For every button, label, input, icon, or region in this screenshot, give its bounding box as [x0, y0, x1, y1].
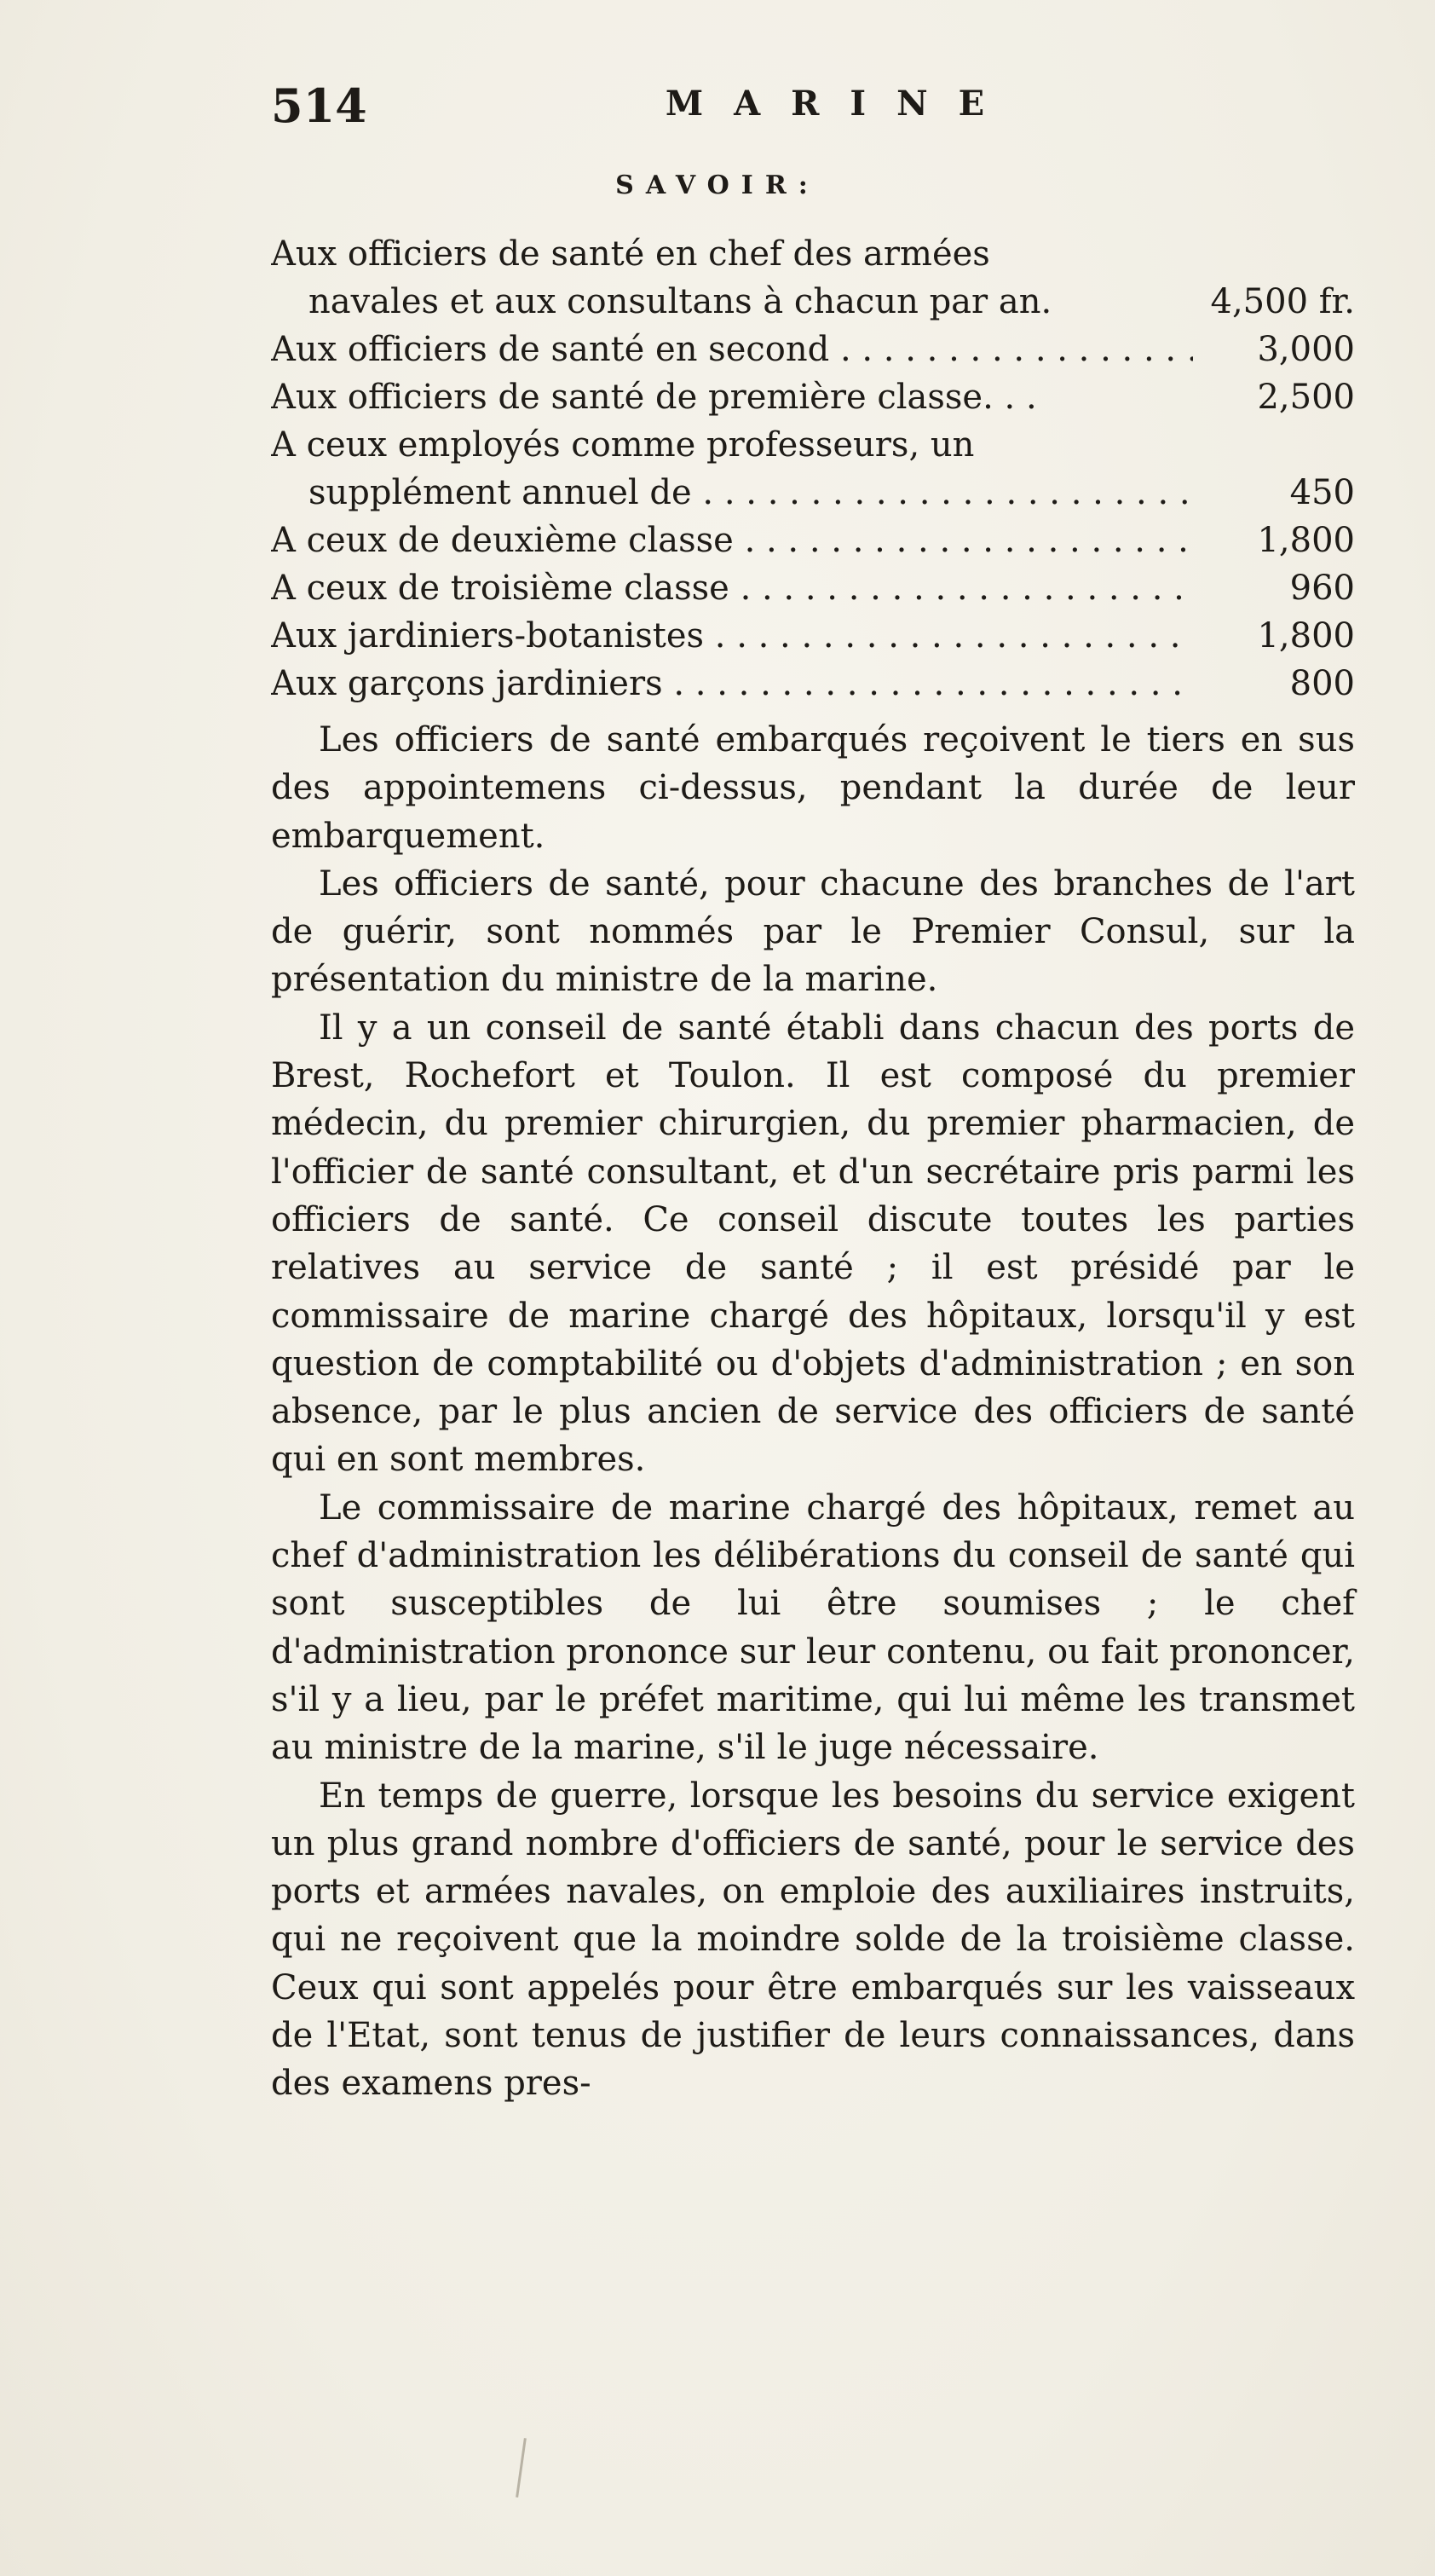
- salary-row: [271, 612, 1355, 660]
- section-subhead: SAVOIR:: [615, 170, 820, 200]
- page-header: [271, 78, 1384, 147]
- salary-value: 2,500: [1257, 378, 1355, 417]
- page-number: 514: [271, 78, 367, 133]
- salary-value: 800: [1289, 664, 1355, 703]
- paragraph: Les officiers de santé, pour chacune des branches de l'art de guérir, sont nommés par le Premier Consul, sur la présentation du ministre de la marine.: [271, 863, 1355, 1000]
- salary-label: Aux officiers de santé en chef des armées: [271, 234, 990, 274]
- salary-label: Aux officiers de santé de première classe. . .: [271, 378, 1037, 417]
- salary-value: 450: [1289, 473, 1355, 512]
- salary-value: 960: [1289, 569, 1355, 608]
- salary-row: [271, 278, 1355, 326]
- paragraph: Le commissaire de marine chargé des hôpitaux, remet au chef d'administration les délibérations du conseil de santé qui sont susceptibles de lui être soumises ; le chef d'administration prononce sur leur contenu, ou fait prononcer, s'il y a lieu, par le préfet maritime, qui lui même les transmet au ministre de la marine, s'il le juge nécessaire.: [271, 1487, 1355, 1768]
- salary-row: [271, 660, 1355, 708]
- salary-label: A ceux de deuxième classe . . .: [271, 517, 1193, 564]
- salary-value: 3,000: [1257, 330, 1355, 369]
- salary-row: [271, 517, 1355, 564]
- salary-label: navales et aux consultans à chacun par an.: [308, 282, 1052, 321]
- salary-label: Aux officiers de santé en second . . .: [271, 326, 1193, 373]
- salary-table: [271, 230, 1355, 708]
- salary-label: A ceux de troisième classe . . .: [271, 564, 1193, 612]
- salary-value: 1,800: [1257, 616, 1355, 656]
- salary-label: A ceux employés comme professeurs, un: [271, 425, 975, 465]
- page-mark: [516, 2438, 527, 2498]
- salary-label: Aux jardiniers-botanistes . . .: [271, 612, 1193, 660]
- running-head: MARINE: [665, 84, 1016, 124]
- salary-label: Aux garçons jardiniers . . .: [271, 660, 1193, 708]
- paragraph: Il y a un conseil de santé établi dans chacun des ports de Brest, Rochefort et Toulon. Il est composé du premier médecin, du premier chirurgien, du premier pharmacien, de l'officier de santé consultant, et d'un secrétaire pris parmi les officiers de santé. Ce conseil discute toutes les parties relatives au service de santé ; il est présidé par le commissaire de marine chargé des hôpitaux, lorsqu'il y est question de comptabilité ou d'objets d'administration ; en son absence, par le plus ancien de service des officiers de santé qui en sont membres.: [271, 1008, 1355, 1480]
- salary-row: [271, 230, 1355, 278]
- salary-row: [271, 564, 1355, 612]
- salary-row: [271, 326, 1355, 373]
- paragraph: Les officiers de santé embarqués reçoivent le tiers en sus des appointemens ci-dessus, pendant la durée de leur embarquement.: [271, 720, 1355, 856]
- salary-row: [271, 373, 1355, 421]
- paragraph: En temps de guerre, lorsque les besoins du service exigent un plus grand nombre d'officiers de santé, pour le service des ports et armées navales, on emploie des auxiliaires instruits, qui ne reçoivent que la moindre solde de la troisième classe. Ceux qui sont appelés pour être embarqués sur les vaisseaux de l'Etat, sont tenus de justifier de leurs connaissances, dans des examens pres-: [271, 1776, 1355, 2104]
- salary-row: [271, 469, 1355, 517]
- salary-value: 4,500 fr.: [1210, 282, 1355, 321]
- salary-row: [271, 421, 1355, 469]
- salary-label: supplément annuel de . . .: [271, 469, 1193, 517]
- body-text: [271, 716, 1355, 2108]
- salary-value: 1,800: [1257, 521, 1355, 560]
